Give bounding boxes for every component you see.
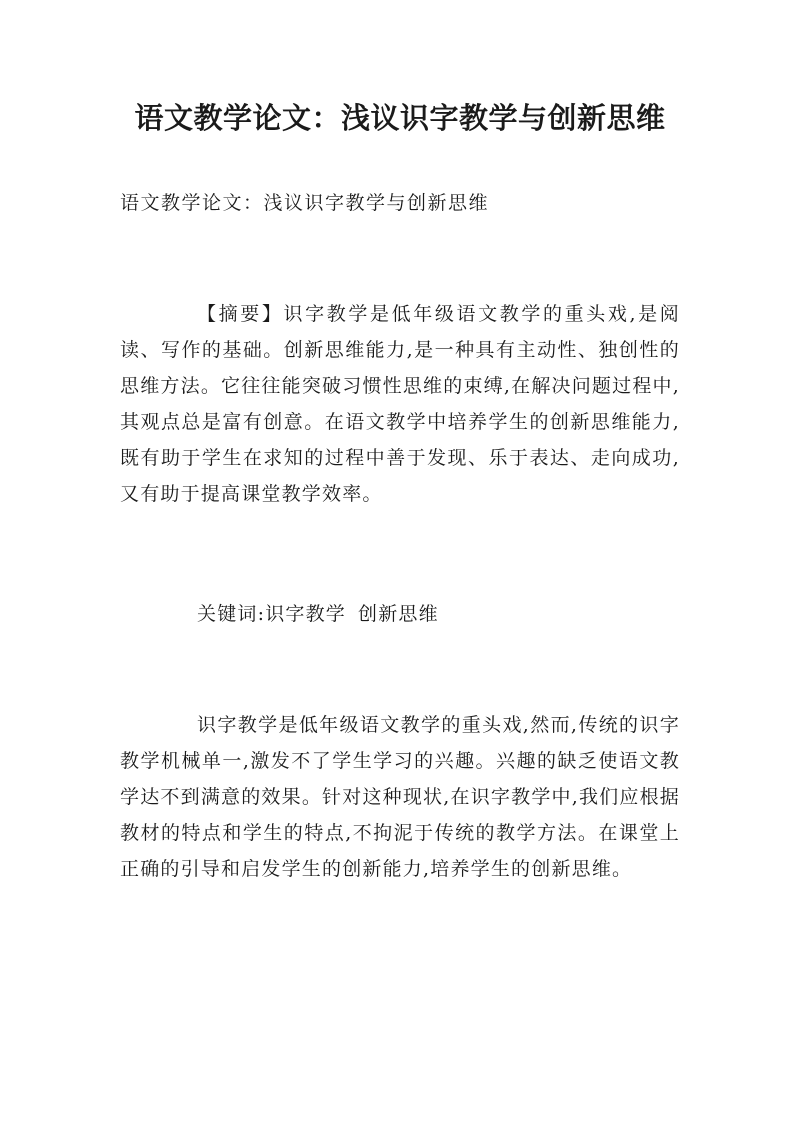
keyword-item: 创新思维 <box>358 603 439 625</box>
keywords-label: 关键词: <box>197 603 266 625</box>
keywords-line <box>120 596 680 632</box>
document-subtitle: 语文教学论文：浅议识字教学与创新思维 <box>120 192 490 214</box>
abstract-paragraph: 【摘要】识字教学是低年级语文教学的重头戏,是阅读、写作的基础。创新思维能力,是一种具有主动性、独创性的思维方法。它往往能突破习惯性思维的束缚,在解决问题过程中,其观点总是富有创意。在语文教学中培养学生的创新思维能力,既有助于学生在求知的过程中善于发现、乐于表达、走向成功,又有助于提高课堂教学效率。 <box>120 303 680 505</box>
document-title: 语文教学论文：浅议识字教学与创新思维 <box>134 101 666 135</box>
keyword-item: 识字教学 <box>265 603 347 625</box>
body-paragraph: 识字教学是低年级语文教学的重头戏,然而,传统的识字教学机械单一,激发不了学生学习的兴趣。兴趣的缺乏使语文教学达不到满意的效果。针对这种现状,在识字教学中,我们应根据教材的特点和学生的特点,不拘泥于传统的教学方法。在课堂上正确的引导和启发学生的创新能力,培养学生的创新思维。 <box>120 714 680 880</box>
